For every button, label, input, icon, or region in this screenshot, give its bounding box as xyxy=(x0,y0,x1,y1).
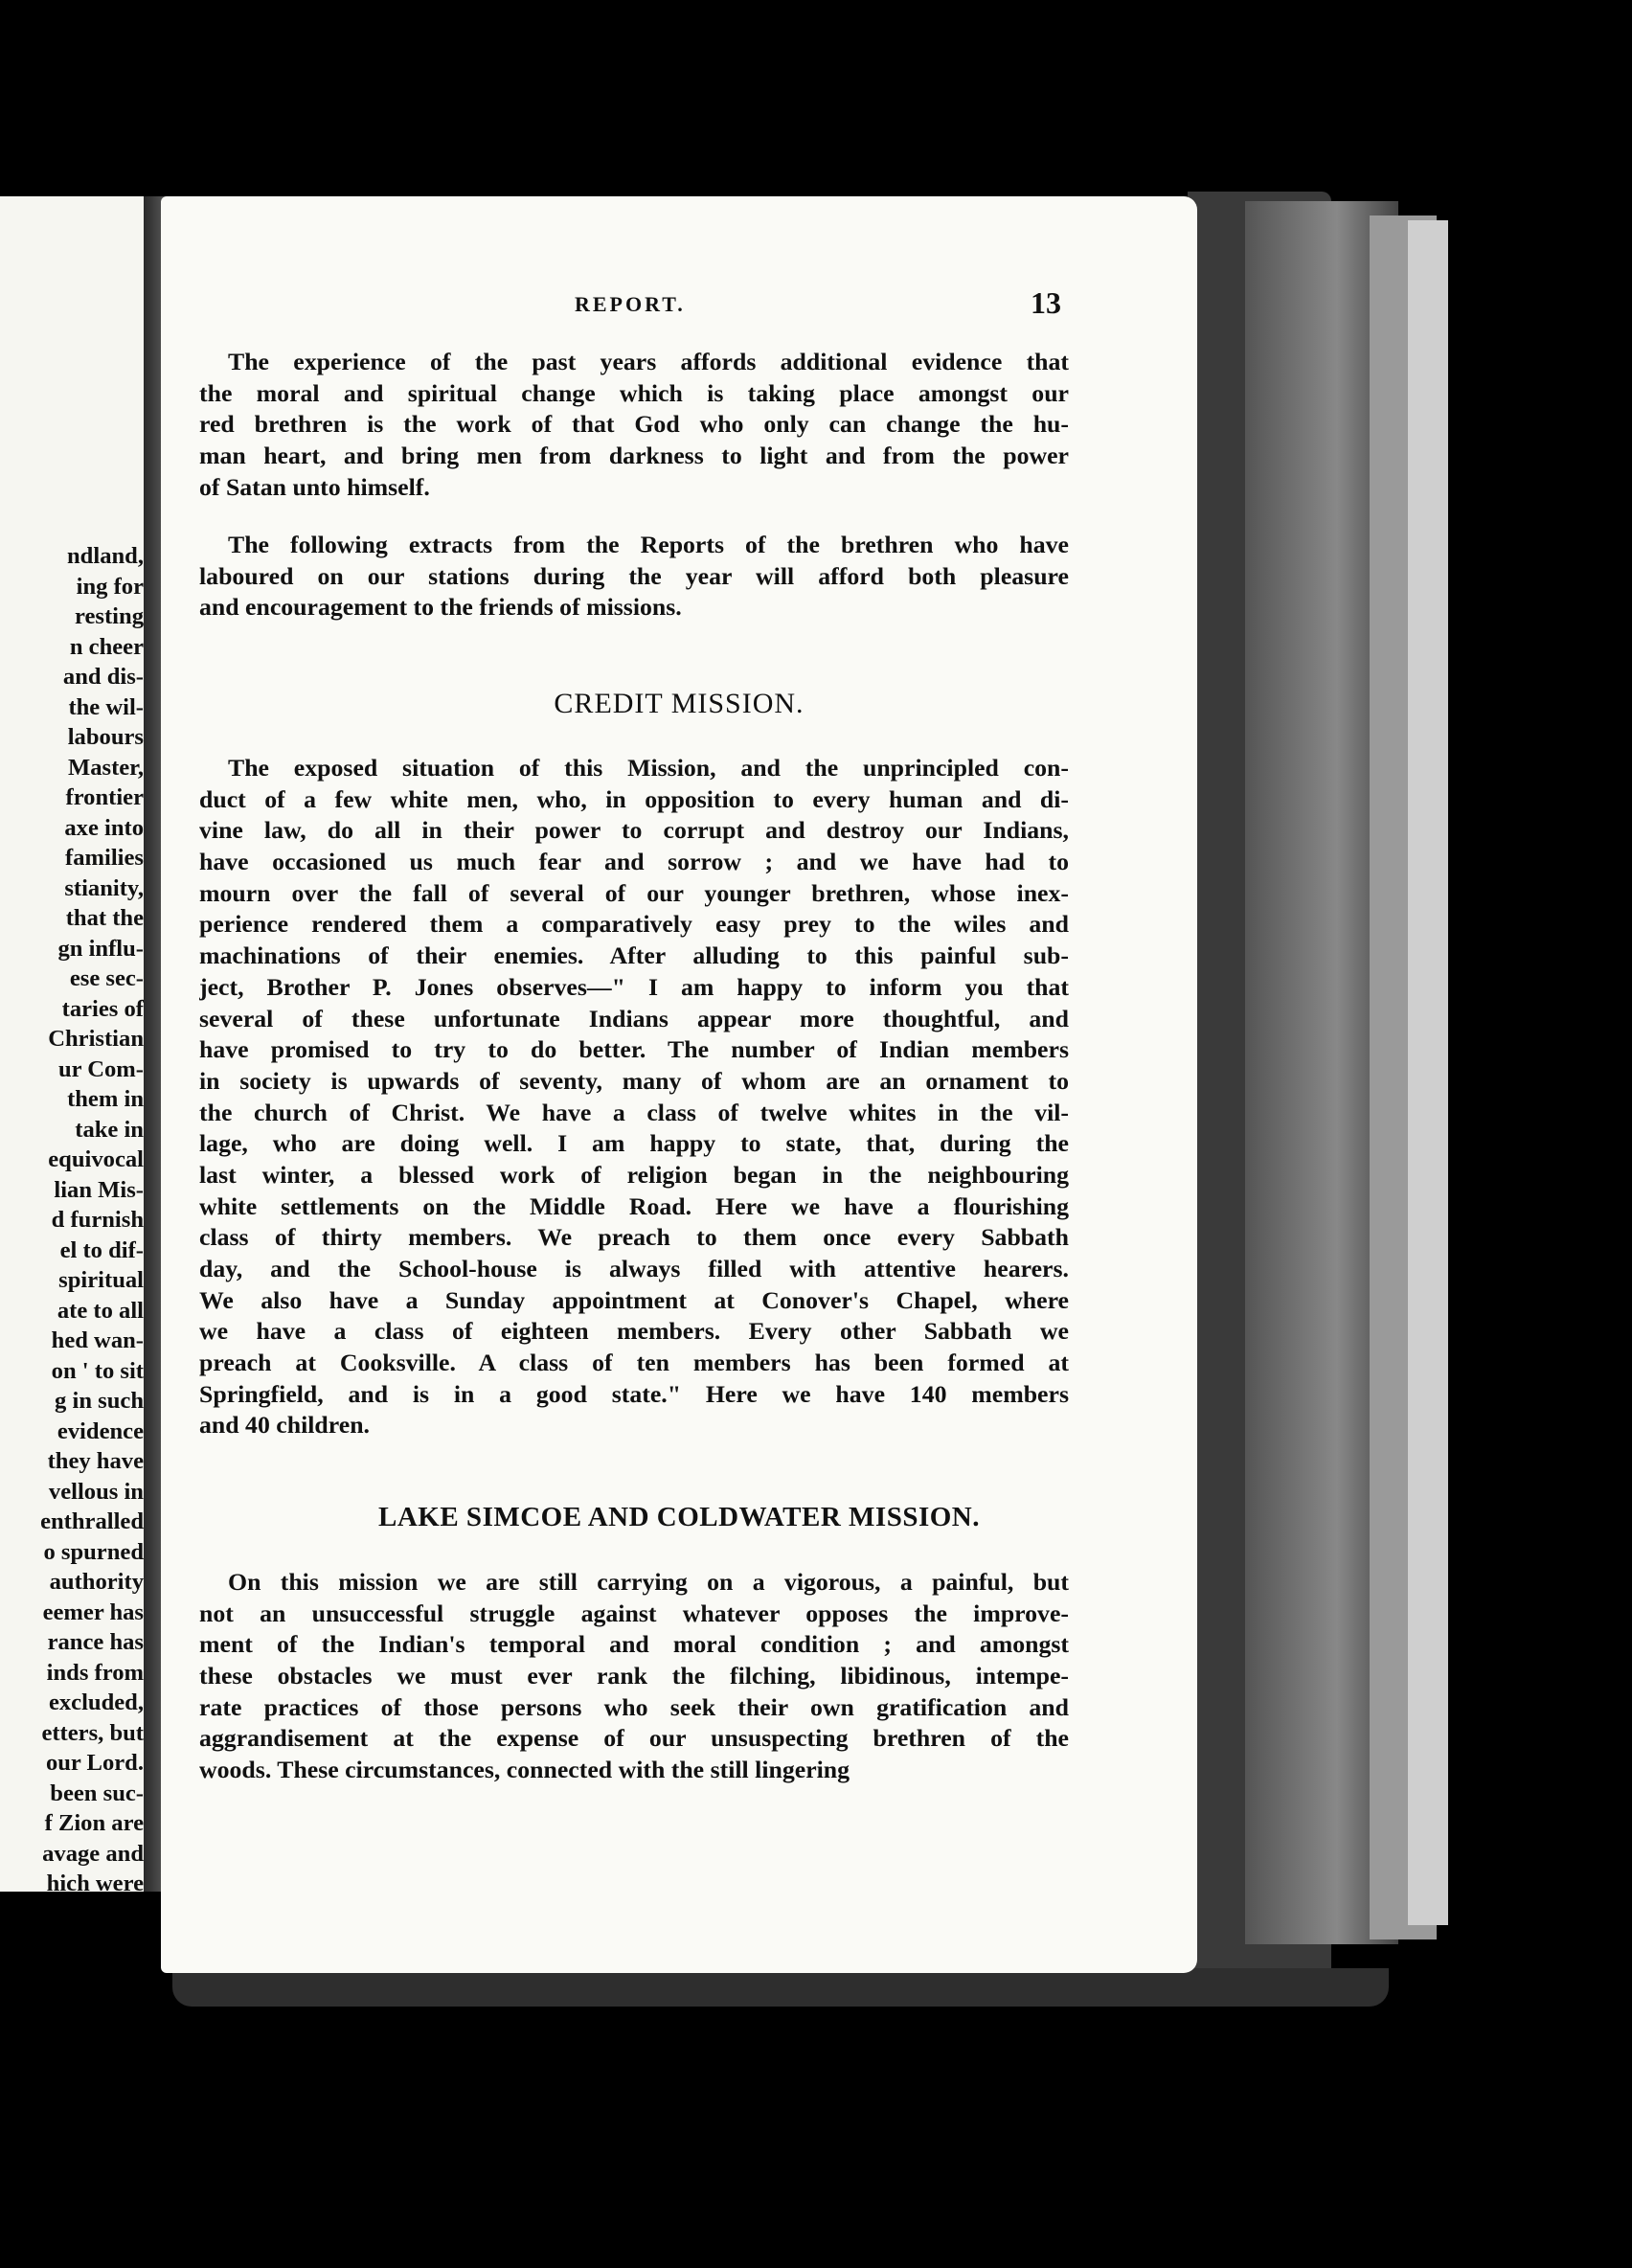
text-line: have promised to try to do better. The number of Indian members xyxy=(199,1035,1069,1064)
left-page-line: lian Mis- xyxy=(54,1176,144,1203)
text-line: the church of Christ. We have a class of twelve whites in the vil- xyxy=(199,1098,1069,1126)
left-page-line: o spurned xyxy=(43,1538,144,1565)
text-line: in society is upwards of seventy, many of whom are an ornament to xyxy=(199,1066,1069,1095)
left-page-line: ing for xyxy=(76,573,144,600)
left-page-line: spiritual xyxy=(58,1267,144,1293)
text-line: On this mission we are still carrying on a vigorous, a painful, but xyxy=(228,1568,1069,1596)
paragraph-experience xyxy=(199,347,1069,503)
text-line: and encouragement to the friends of missions. xyxy=(199,593,682,622)
left-page-line: avage and xyxy=(42,1840,144,1867)
left-page-line: frontier xyxy=(65,784,144,810)
left-page-line: them in xyxy=(67,1086,144,1112)
text-line: not an unsuccessful struggle against whatever opposes the improve- xyxy=(199,1599,1069,1627)
left-page-line: they have xyxy=(47,1448,144,1474)
paragraph-credit-mission xyxy=(199,753,1069,1441)
left-page-line: the wil- xyxy=(68,693,144,720)
heading-lake-simcoe-mission: LAKE SIMCOE AND COLDWATER MISSION. xyxy=(378,1502,980,1532)
left-page-line: ese sec- xyxy=(69,965,144,991)
text-line: have occasioned us much fear and sorrow ; and we have had to xyxy=(199,848,1069,876)
text-line: of Satan unto himself. xyxy=(199,472,430,501)
text-line: day, and the School-house is always filled with attentive hearers. xyxy=(199,1255,1069,1282)
left-page-line: g in such xyxy=(55,1388,144,1414)
heading-credit-mission: CREDIT MISSION. xyxy=(554,688,805,719)
text-line: several of these unfortunate Indians appear more thoughtful, and xyxy=(199,1004,1069,1032)
left-page-line: ndland, xyxy=(67,543,144,569)
left-page-line: on ' to sit xyxy=(51,1357,144,1384)
text-line: red brethren is the work of that God who only can change the hu- xyxy=(199,410,1069,439)
left-page-line: el to dif- xyxy=(59,1236,144,1263)
left-page-line: that the xyxy=(65,905,144,931)
text-line: man heart, and bring men from darkness to light and from the power xyxy=(199,442,1069,470)
left-page-line: taries of xyxy=(61,995,144,1022)
text-line: the moral and spiritual change which is taking place amongst our xyxy=(199,378,1069,407)
text-line: preach at Cooksville. A class of ten members has been formed at xyxy=(199,1349,1069,1377)
book-cover-edge xyxy=(1408,220,1448,1925)
running-head: REPORT. xyxy=(575,292,686,316)
text-line: mourn over the fall of several of our younger brethren, whose inex- xyxy=(199,878,1069,907)
left-page-line: Christian xyxy=(48,1026,144,1052)
text-line: The exposed situation of this Mission, and the unprincipled con- xyxy=(228,754,1069,782)
left-page-line: our Lord. xyxy=(45,1750,144,1776)
left-page-line: enthralled xyxy=(40,1508,144,1534)
left-page-line: resting xyxy=(75,603,144,629)
left-page-line: n cheer xyxy=(69,633,144,660)
left-page-line: authority xyxy=(49,1569,144,1595)
left-page-line: hed wan- xyxy=(51,1327,144,1353)
text-line: class of thirty members. We preach to them once every Sabbath xyxy=(199,1223,1069,1252)
left-page-line: been suc- xyxy=(50,1780,144,1806)
left-page-line: inds from xyxy=(46,1659,144,1686)
text-line: rate practices of those persons who seek their own gratification and xyxy=(199,1692,1069,1721)
left-page-line: eemer has xyxy=(42,1599,144,1625)
text-line: machinations of their enemies. After alluding to this painful sub- xyxy=(199,941,1069,970)
left-page-line: take in xyxy=(75,1116,144,1143)
left-page-line: d furnish xyxy=(51,1207,144,1233)
text-line: We also have a Sunday appointment at Conover's Chapel, where xyxy=(199,1285,1069,1314)
text-line: Springfield, and is in a good state." Here we have 140 members xyxy=(199,1379,1069,1408)
page-number: 13 xyxy=(1031,285,1061,320)
left-page-line: ate to all xyxy=(57,1297,144,1324)
text-line: vine law, do all in their power to corrupt and destroy our Indians, xyxy=(199,816,1069,845)
text-line: The experience of the past years affords additional evidence that xyxy=(228,348,1069,375)
text-line: last winter, a blessed work of religion began in the neighbouring xyxy=(199,1160,1069,1189)
left-facing-page xyxy=(0,196,163,1896)
text-line: duct of a few white men, who, in opposition to every human and di- xyxy=(199,784,1069,813)
left-page-line: excluded, xyxy=(48,1690,144,1715)
left-page-line: rance has xyxy=(47,1629,144,1655)
left-page-line: f Zion are xyxy=(44,1810,144,1836)
paragraph-extracts xyxy=(199,530,1069,624)
left-page-line: evidence xyxy=(57,1418,144,1444)
text-line: aggrandisement at the expense of our unsuspecting brethren of the xyxy=(199,1724,1069,1753)
text-line: woods. These circumstances, connected with the still lingering xyxy=(199,1756,850,1784)
left-page-line: labours xyxy=(67,724,144,750)
left-page-line: vellous in xyxy=(48,1478,144,1505)
left-page-line: equivocal xyxy=(48,1146,144,1172)
text-line: The following extracts from the Reports of the brethren who have xyxy=(228,531,1069,558)
text-line: ject, Brother P. Jones observes—" I am happy to inform you that xyxy=(199,972,1069,1001)
text-line: and 40 children. xyxy=(199,1411,370,1440)
text-line: these obstacles we must ever rank the filching, libidinous, intempe- xyxy=(199,1662,1069,1690)
text-line: lage, who are doing well. I am happy to state, that, during the xyxy=(199,1129,1069,1158)
text-line: white settlements on the Middle Road. Here we have a flourishing xyxy=(199,1191,1069,1220)
text-line: perience rendered them a comparatively easy prey to the wiles and xyxy=(199,910,1069,939)
left-page-line: hich were xyxy=(46,1871,144,1896)
paragraph-lake-simcoe xyxy=(199,1567,1069,1786)
left-page-line: axe into xyxy=(64,814,144,841)
left-page-line: ur Com- xyxy=(57,1055,144,1082)
left-page-line: stianity, xyxy=(64,874,144,901)
left-page-text xyxy=(0,541,144,1899)
book-bottom-edge xyxy=(172,1968,1389,2007)
text-line: laboured on our stations during the year will afford both pleasure xyxy=(199,561,1069,590)
left-page-line: Master, xyxy=(68,754,144,781)
left-page-line: families xyxy=(65,845,144,871)
left-page-line: etters, but xyxy=(41,1719,144,1746)
text-line: we have a class of eighteen members. Every other Sabbath we xyxy=(199,1317,1069,1346)
text-line: ment of the Indian's temporal and moral condition ; and amongst xyxy=(199,1630,1069,1659)
left-page-line: gn influ- xyxy=(57,935,144,962)
left-page-line: and dis- xyxy=(62,664,144,690)
